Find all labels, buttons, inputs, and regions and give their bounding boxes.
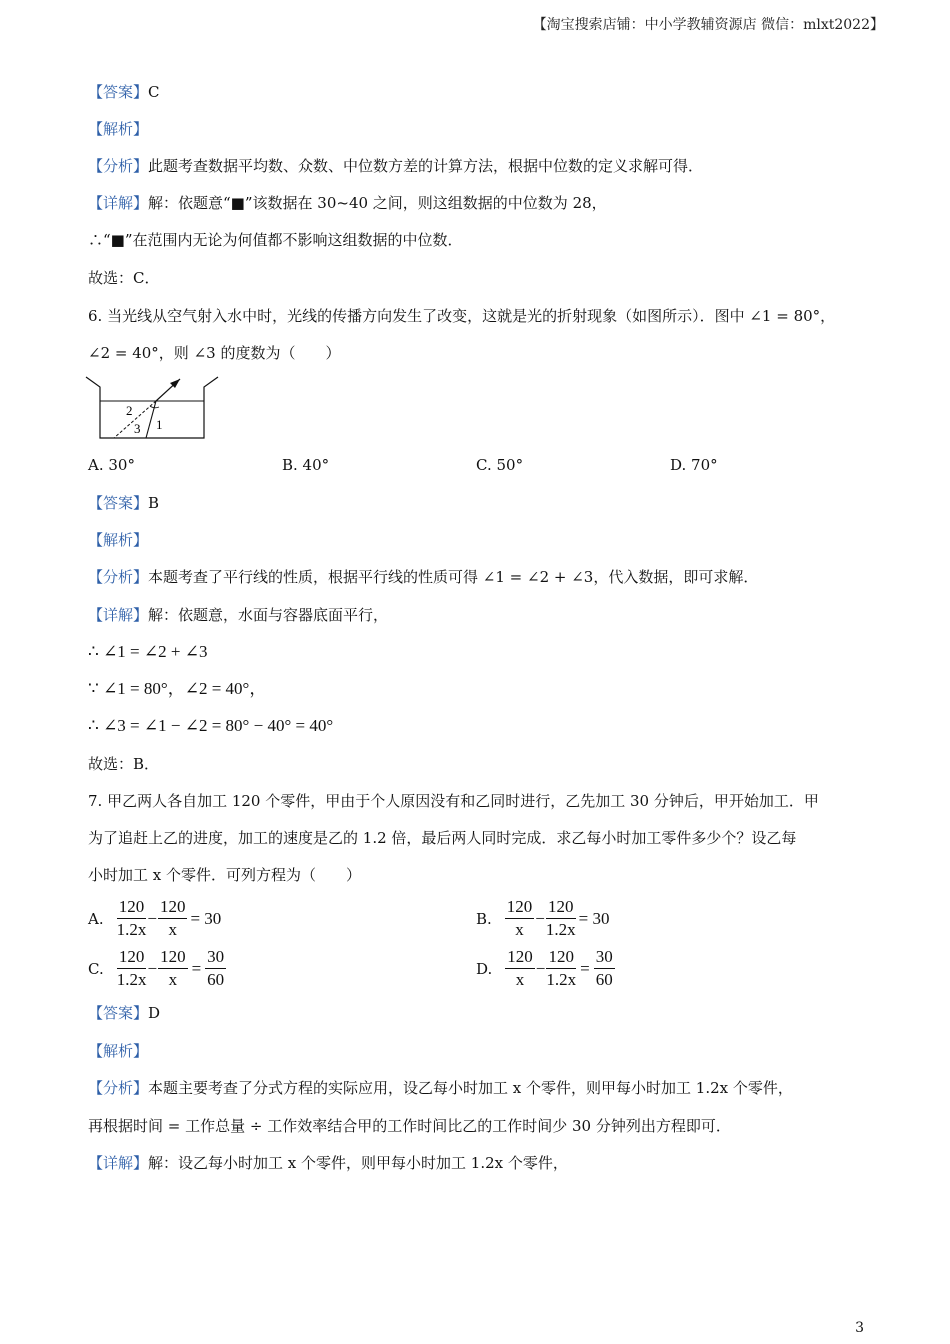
- analysis-tag: 【分析】: [88, 568, 149, 586]
- operator: −: [535, 958, 546, 978]
- analysis-tag: 【分析】: [88, 157, 149, 175]
- q6-stem-line2: ∠2 = 40°，则 ∠3 的度数为（ ）: [88, 344, 341, 362]
- numerator: 120: [158, 946, 188, 969]
- fraction: [594, 946, 615, 991]
- numerator: 120: [546, 946, 576, 969]
- denominator: 60: [207, 970, 225, 989]
- q5-explain-tag: 【解析】: [88, 120, 149, 138]
- q6-analysis: [88, 567, 758, 587]
- analysis-text: 此题考查数据平均数、众数、中位数方差的计算方法，根据中位数的定义求解可得．: [148, 157, 704, 175]
- q6-detail: [88, 605, 388, 625]
- numerator: 120: [117, 946, 147, 969]
- numerator: 30: [594, 946, 615, 969]
- denominator: 1.2x: [116, 920, 147, 939]
- q7-option-b: [476, 896, 609, 941]
- q7-detail: [88, 1153, 568, 1173]
- answer-tag: 【答案】: [88, 494, 149, 512]
- rhs: = 30: [190, 908, 222, 928]
- numerator: 120: [117, 896, 147, 919]
- denominator: 1.2x: [116, 970, 147, 989]
- q5-answer: [88, 82, 160, 102]
- analysis-text: 本题主要考查了分式方程的实际应用，设乙每小时加工 x 个零件，则甲每小时加工 1.2x 个零件，: [148, 1079, 793, 1097]
- fraction: [546, 946, 576, 991]
- q7-option-a: [88, 896, 221, 941]
- q6-option-b: B. 40°: [282, 456, 330, 474]
- q7-analysis-line2: 再根据时间 = 工作总量 ÷ 工作效率结合甲的工作时间比乙的工作时间少 30 分钟列出方程即可．: [88, 1117, 731, 1135]
- numerator: 120: [505, 896, 535, 919]
- page-header: 【淘宝搜索店铺：中小学教辅资源店 微信：mlxt2022】: [532, 17, 884, 33]
- q5-detail-line2: ∴“■”在范围内无论为何值都不影响这组数据的中位数．: [88, 231, 463, 249]
- option-label: D.: [476, 959, 493, 978]
- answer-value: C: [148, 83, 160, 101]
- detail-text: 解：依题意，水面与容器底面平行，: [148, 606, 389, 624]
- q7-analysis: [88, 1078, 793, 1098]
- q6-step1: ∴ ∠1 = ∠2 + ∠3: [88, 642, 208, 661]
- fraction: [505, 896, 535, 941]
- answer-value: B: [148, 494, 160, 512]
- numerator: 120: [158, 896, 188, 919]
- q7-explain-tag: 【解析】: [88, 1042, 149, 1060]
- q6-step2: ∵ ∠1 = 80°，∠2 = 40°，: [88, 679, 267, 698]
- numerator: 120: [505, 946, 535, 969]
- fraction: [205, 946, 226, 991]
- denominator: x: [515, 920, 524, 939]
- label-3: 3: [134, 421, 141, 436]
- label-1: 1: [156, 417, 163, 432]
- operator: −: [535, 908, 545, 928]
- detail-tag: 【详解】: [88, 194, 149, 212]
- refraction-figure: [84, 375, 224, 445]
- q6-choose: 故选：B．: [88, 755, 160, 773]
- numerator: 120: [546, 896, 576, 919]
- equals: =: [191, 958, 202, 978]
- answer-value: D: [148, 1004, 161, 1022]
- q5-choose: 故选：C．: [88, 269, 160, 287]
- q6-option-a: A. 30°: [88, 456, 135, 474]
- denominator: x: [168, 920, 177, 939]
- analysis-text: 本题考查了平行线的性质，根据平行线的性质可得 ∠1 = ∠2 + ∠3，代入数据，即可求解．: [148, 568, 759, 586]
- fraction: [117, 896, 147, 941]
- q6-step3: ∴ ∠3 = ∠1 − ∠2 = 80° − 40° = 40°: [88, 716, 334, 735]
- q7-option-d: [476, 946, 616, 991]
- q6-answer: [88, 493, 159, 513]
- label-2: 2: [126, 403, 133, 418]
- option-label: C.: [88, 959, 104, 978]
- denominator: x: [515, 970, 525, 989]
- q7-stem-line1: 7. 甲乙两人各自加工 120 个零件，甲由于个人原因没有和乙同时进行，乙先加工 30 分钟后，甲开始加工．甲: [88, 792, 819, 810]
- q6-explain-tag: 【解析】: [88, 531, 149, 549]
- page-number: 3: [855, 1320, 864, 1336]
- fraction: [158, 946, 188, 991]
- q6-stem-line1: 6. 当光线从空气射入水中时，光线的传播方向发生了改变，这就是光的折射现象（如图所示）．图中 ∠1 = 80°，: [88, 307, 836, 325]
- q7-stem-line3: 小时加工 x 个零件．可列方程为（ ）: [88, 866, 361, 884]
- option-label: A.: [88, 909, 104, 928]
- fraction: [117, 946, 147, 991]
- q6-option-d: D. 70°: [670, 456, 718, 474]
- q5-detail: [88, 193, 607, 213]
- operator: −: [147, 958, 158, 978]
- equals: =: [580, 958, 590, 978]
- analysis-tag: 【分析】: [88, 1079, 149, 1097]
- q7-stem-line2: 为了追赶上乙的进度，加工的速度是乙的 1.2 倍，最后两人同时完成．求乙每小时加工零件多少个？设乙每: [88, 829, 797, 847]
- detail-text: 解：依题意“■”该数据在 30~40 之间，则这组数据的中位数为 28，: [148, 194, 607, 212]
- numerator: 30: [205, 946, 226, 969]
- denominator: 60: [595, 970, 613, 989]
- denominator: 1.2x: [545, 920, 576, 939]
- detail-tag: 【详解】: [88, 1154, 149, 1172]
- operator: −: [147, 908, 157, 928]
- detail-text: 解：设乙每小时加工 x 个零件，则甲每小时加工 1.2x 个零件，: [148, 1154, 568, 1172]
- detail-tag: 【详解】: [88, 606, 149, 624]
- fraction: [505, 946, 535, 991]
- q7-answer: [88, 1003, 160, 1023]
- q5-analysis: [88, 156, 703, 176]
- answer-tag: 【答案】: [88, 83, 149, 101]
- q6-option-c: C. 50°: [476, 456, 524, 474]
- denominator: x: [168, 970, 178, 989]
- fraction: [546, 896, 576, 941]
- denominator: 1.2x: [546, 970, 577, 989]
- q7-option-c: [88, 946, 227, 991]
- rhs: = 30: [578, 908, 610, 928]
- answer-tag: 【答案】: [88, 1004, 149, 1022]
- fraction: [158, 896, 188, 941]
- option-label: B.: [476, 909, 492, 928]
